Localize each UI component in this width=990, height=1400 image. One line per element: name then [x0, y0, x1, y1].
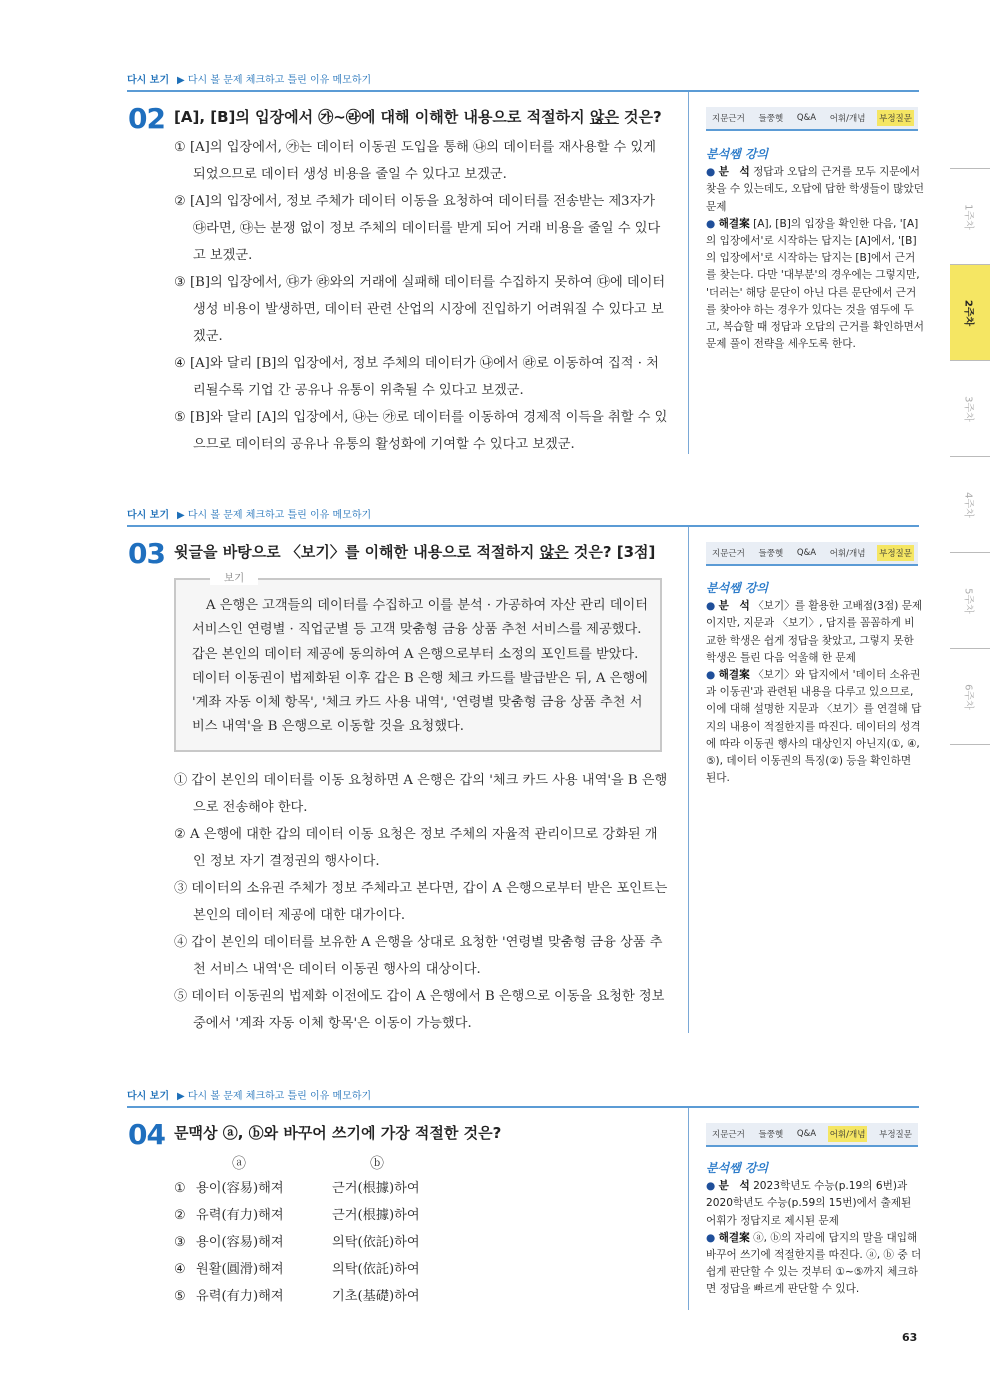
- tag: 어휘/개념: [829, 114, 866, 124]
- choice-5[interactable]: ⑤ 데이터 이동권의 법제화 이전에도 갑이 A 은행에서 B 은행으로 이동을 요청한 정보 중에서 '계좌 자동 이체 항목'은 이동이 가능했다.: [174, 989, 665, 1031]
- analysis-03: [706, 580, 924, 787]
- analysis-heading: 분석쌤 강의: [706, 147, 769, 161]
- tag-bar-04: [706, 1123, 918, 1147]
- question-number-02: 02: [128, 102, 165, 135]
- question-title-03: [174, 541, 655, 562]
- week-tab-5[interactable]: 5주차: [950, 552, 990, 648]
- analysis-item: ● 해결案 〈보기〉와 답지에서 '데이터 소유권과 이동권'과 관련된 내용을 다루고 있으므로, 이에 대해 설명한 지문과 〈보기〉를 연결해 답지의 내용이 적절한지를 따진다. 데이터의 성격에 따라 이동권 행사의 대상인지 아닌지(①, ④, ⑤), 데이터 이동권의 특징(②) 등을 확인하면 된다.: [706, 669, 922, 785]
- title-text: 윗글을 바탕으로 〈보기〉를 이해한 내용으로 적절하지: [174, 543, 540, 561]
- review-bar-q03: [127, 501, 919, 527]
- tag-bar-03: [706, 542, 918, 566]
- tag: 부정질문: [879, 1130, 912, 1140]
- choice-2[interactable]: ② [A]의 입장에서, 정보 주체가 데이터 이동을 요청하여 데이터를 전송받는 제3자가 ㉰라면, ㉰는 분쟁 없이 정보 주체의 데이터를 받게 되어 거래 비용을 줄일 수 있다고 보겠군.: [174, 194, 661, 263]
- analysis-heading: 분석쌤 강의: [706, 581, 769, 595]
- week-tab-2[interactable]: 2주차: [950, 264, 990, 360]
- column-divider: [688, 527, 689, 1033]
- choice-5[interactable]: ⑤ [B]와 달리 [A]의 입장에서, ㉯는 ㉮로 데이터를 이동하여 경제적 이득을 취할 수 있으므로 데이터의 공유나 유통의 활성화에 기여할 수 있다고 보겠군.: [174, 410, 668, 452]
- question-title-02: [174, 106, 662, 127]
- review-bar-q02: [127, 66, 919, 92]
- title-text: 것은?: [618, 108, 662, 126]
- choice-4[interactable]: ④ [A]와 달리 [B]의 입장에서, 정보 주체의 데이터가 ㉯에서 ㉱로 이동하여 집적 · 처리될수록 기업 간 공유나 유통이 위축될 수 있다고 보겠군.: [174, 356, 659, 398]
- choice-3[interactable]: ③ [B]의 입장에서, ㉰가 ㉱와의 거래에 실패해 데이터를 수집하지 못하여 ㉰에 데이터 생성 비용이 발생하면, 데이터 관련 산업의 시장에 진입하기 어려워질 수 있다고 보겠군.: [174, 275, 666, 344]
- tag: Q&A: [796, 1129, 817, 1139]
- tag: 지문근거: [712, 1130, 745, 1140]
- question-number-04: 04: [128, 1118, 165, 1151]
- title-underlined: 않은: [589, 108, 619, 126]
- tag: Q&A: [796, 113, 817, 123]
- tag: 들쭝헷: [758, 549, 784, 559]
- tag: 지문근거: [712, 549, 745, 559]
- question-number-03: 03: [128, 537, 165, 570]
- choice-1[interactable]: ① 갑이 본인의 데이터를 이동 요청하면 A 은행은 갑의 '체크 카드 사용 내역'을 B 은행으로 전송해야 한다.: [174, 773, 668, 815]
- tag: 어휘/개념: [829, 549, 866, 559]
- analysis-02: [706, 146, 924, 353]
- column-divider: [688, 92, 689, 454]
- week-tab-6[interactable]: 6주차: [950, 648, 990, 745]
- tag: 들쭝헷: [758, 114, 784, 124]
- choice-list-02: [174, 134, 668, 458]
- review-title: 다시 보기: [127, 510, 170, 521]
- review-note: ▶ 다시 볼 문제 체크하고 틀린 이유 메모하기: [177, 510, 372, 521]
- analysis-item: ● 분 석 정답과 오답의 근거를 모두 지문에서 찾을 수 있는데도, 오답에 답한 학생들이 많았던 문제: [706, 166, 925, 213]
- week-tabs: [950, 168, 990, 745]
- column-a-header: ⓐ: [232, 1156, 246, 1172]
- tag: 지문근거: [712, 114, 745, 124]
- analysis-item: ● 해결案 [A], [B]의 입장을 확인한 다음, '[A]의 입장에서'로 시작하는 답지는 [A]에서, '[B]의 입장에서'로 시작하는 답지는 [B]에서 근거를 찾는다. 다만 '대부분'의 경우에는 그렇지만, '더러는' 해당 문단이 아닌 다른 문단에서 근거를 찾아야 하는 경우가 있다는 것을 염두에 두고, 복습할 때 정답과 오답의 근거를 확인하면서 문제 풀이 전략을 세우도록 한다.: [706, 217, 925, 351]
- title-text: 것은? [3점]: [568, 543, 656, 561]
- choice-2[interactable]: ② A 은행에 대한 갑의 데이터 이동 요청은 정보 주체의 자율적 관리이므로 강화된 개인 정보 자기 결정권의 행사이다.: [174, 827, 658, 869]
- analysis-item: ● 분 석 2023학년도 수능(p.19의 6번)과 2020학년도 수능(p.59의 15번)에서 출제된 어휘가 정답지로 제시된 문제: [706, 1180, 912, 1227]
- title-underlined: 않은: [539, 543, 569, 561]
- week-tab-4[interactable]: 4주차: [950, 456, 990, 552]
- analysis-heading: 분석쌤 강의: [706, 1161, 769, 1175]
- review-note: ▶ 다시 볼 문제 체크하고 틀린 이유 메모하기: [177, 75, 372, 86]
- analysis-04: [706, 1160, 924, 1299]
- page-number: 63: [902, 1331, 918, 1344]
- choice-list-03: [174, 767, 668, 1037]
- column-divider: [688, 1108, 689, 1310]
- question-title-04: 문맥상 ⓐ, ⓑ와 바꾸어 쓰기에 가장 적절한 것은?: [174, 1124, 502, 1142]
- title-text: [A], [B]의 입장에서 ㉮∼㉱에 대해 이해한 내용으로 적절하지: [174, 108, 590, 126]
- tag: Q&A: [796, 548, 817, 558]
- bogi-label: 보기: [210, 570, 258, 585]
- tag-highlighted: 어휘/개념: [828, 1126, 868, 1142]
- tag-highlighted: 부정질문: [877, 110, 914, 126]
- tag-bar-02: [706, 107, 918, 131]
- analysis-item: ● 해결案 ⓐ, ⓑ의 자리에 답지의 말을 대입해 바꾸어 쓰기에 적절한지를 따진다. ⓐ, ⓑ 중 더 쉽게 판단할 수 있는 것부터 ①∼⑤까지 체크하면 정답을 빠르게 판단할 수 있다.: [706, 1231, 922, 1296]
- bogi-text: A 은행은 고객들의 데이터를 수집하고 이를 분석 · 가공하여 자산 관리 데이터 서비스인 연령별 · 직업군별 등 고객 맞춤형 금융 상품 추천 서비스를 제공했다. 갑은 본인의 데이터 제공에 동의하여 A 은행으로부터 소정의 포인트를 받았다. 데이터 이동권이 법제화된 이후 갑은 B 은행 체크 카드를 발급받은 뒤, A 은행에 '계좌 자동 이체 항목', '체크 카드 사용 내역', '연령별 맞춤형 금융 상품 추천 서비스 내역'을 B 은행으로 이동할 것을 요청했다.: [192, 598, 648, 735]
- tag-highlighted: 부정질문: [877, 545, 914, 561]
- choice-1[interactable]: ① [A]의 입장에서, ㉮는 데이터 이동권 도입을 통해 ㉯의 데이터를 재사용할 수 있게 되었으므로 데이터 생성 비용을 줄일 수 있다고 보겠군.: [174, 140, 656, 182]
- week-tab-3[interactable]: 3주차: [950, 360, 990, 456]
- review-note: ▶ 다시 볼 문제 체크하고 틀린 이유 메모하기: [177, 1091, 372, 1102]
- tag: 들쭝헷: [758, 1130, 784, 1140]
- choice-4[interactable]: ④ 갑이 본인의 데이터를 보유한 A 은행을 상대로 요청한 '연령별 맞춤형 금융 상품 추천 서비스 내역'은 데이터 이동권 행사의 대상이다.: [174, 935, 663, 977]
- review-title: 다시 보기: [127, 75, 170, 86]
- choice-3[interactable]: ③ 데이터의 소유권 주체가 정보 주체라고 본다면, 갑이 A 은행으로부터 받은 포인트는 본인의 데이터 제공에 대한 대가이다.: [174, 881, 668, 923]
- review-bar-q04: [127, 1082, 919, 1108]
- week-tab-1[interactable]: 1주차: [950, 168, 990, 264]
- column-b-header: ⓑ: [370, 1156, 384, 1172]
- analysis-item: ● 분 석 〈보기〉를 활용한 고배점(3점) 문제이지만, 지문과 〈보기〉, 답지를 꼼꼼하게 비교한 학생은 쉽게 정답을 찾았고, 그렇지 못한 학생은 틀린 다음 억울해 한 문제: [706, 600, 923, 664]
- review-title: 다시 보기: [127, 1091, 170, 1102]
